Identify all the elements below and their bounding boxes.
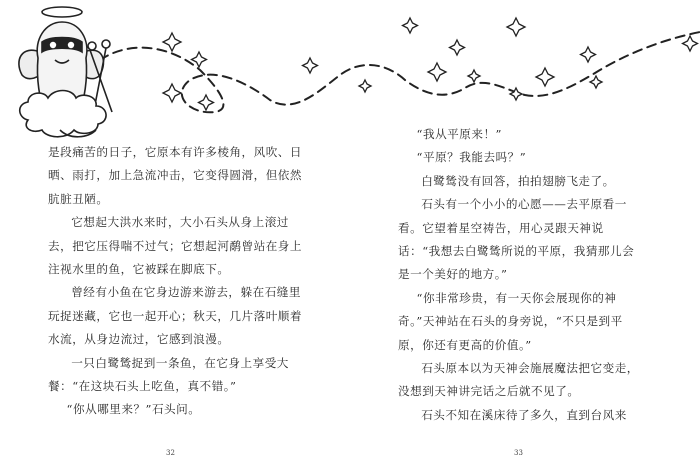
left-paragraph-5: “你从哪里来？”石头问。 — [66, 402, 201, 417]
page-number-right: 33 — [514, 449, 523, 457]
right-paragraph-2: “平原？我能去吗？” — [416, 150, 527, 165]
page-number-left: 32 — [166, 449, 175, 457]
right-paragraph-1: “我从平原来！” — [416, 127, 502, 141]
right-paragraph-4: 石头有一个小小的心愿——去平原看一看。它望着星空祷告，用心灵跟天神说话：“我想去白鹭鸶所说的平原，我猜那儿会是一个美好的地方。” — [398, 197, 635, 282]
dashed-wavy-line — [100, 32, 700, 112]
left-paragraph-3: 曾经有小鱼在它身边游来游去，躲在石缝里玩捉迷藏，它也一起开心；秋天，几片落叶顺着水流，从身边流过，它感到浪漫。 — [48, 285, 302, 347]
sparkle-icons — [163, 18, 698, 110]
right-paragraph-6: 石头原本以为天神会施展魔法把它变走，没想到天神讲完话之后就不见了。 — [398, 361, 639, 399]
angel-with-scissors-icon — [19, 7, 112, 137]
left-page-text — [48, 141, 306, 422]
left-paragraph-4: 一只白鹭鸶捉到一条鱼，在它身上享受大餐：“在这块石头上吃鱼，真不错。” — [48, 355, 289, 394]
right-paragraph-3: 白鹭鸶没有回答，拍拍翅膀飞走了。 — [421, 173, 615, 188]
right-paragraph-7: 石头不知在溪床待了多久，直到台风来 — [421, 407, 627, 422]
right-paragraph-5: “你非常珍贵，有一天你会展现你的神奇。”天神站在石头的身旁说，“不只是到平原，你还有更高的价值。” — [398, 290, 623, 352]
left-paragraph-1: 是段痛苦的日子，它原本有许多棱角，风吹、日晒、雨打，加上急流冲击，它变得圆滑，但依然肮脏丑陋。 — [48, 145, 302, 206]
left-paragraph-2: 它想起大洪水来时，大小石头从身上滚过去，把它压得喘不过气；它想起河鹬曾站在身上注视水里的鱼，它被踩在脚底下。 — [48, 215, 302, 277]
right-page-text — [398, 123, 646, 427]
